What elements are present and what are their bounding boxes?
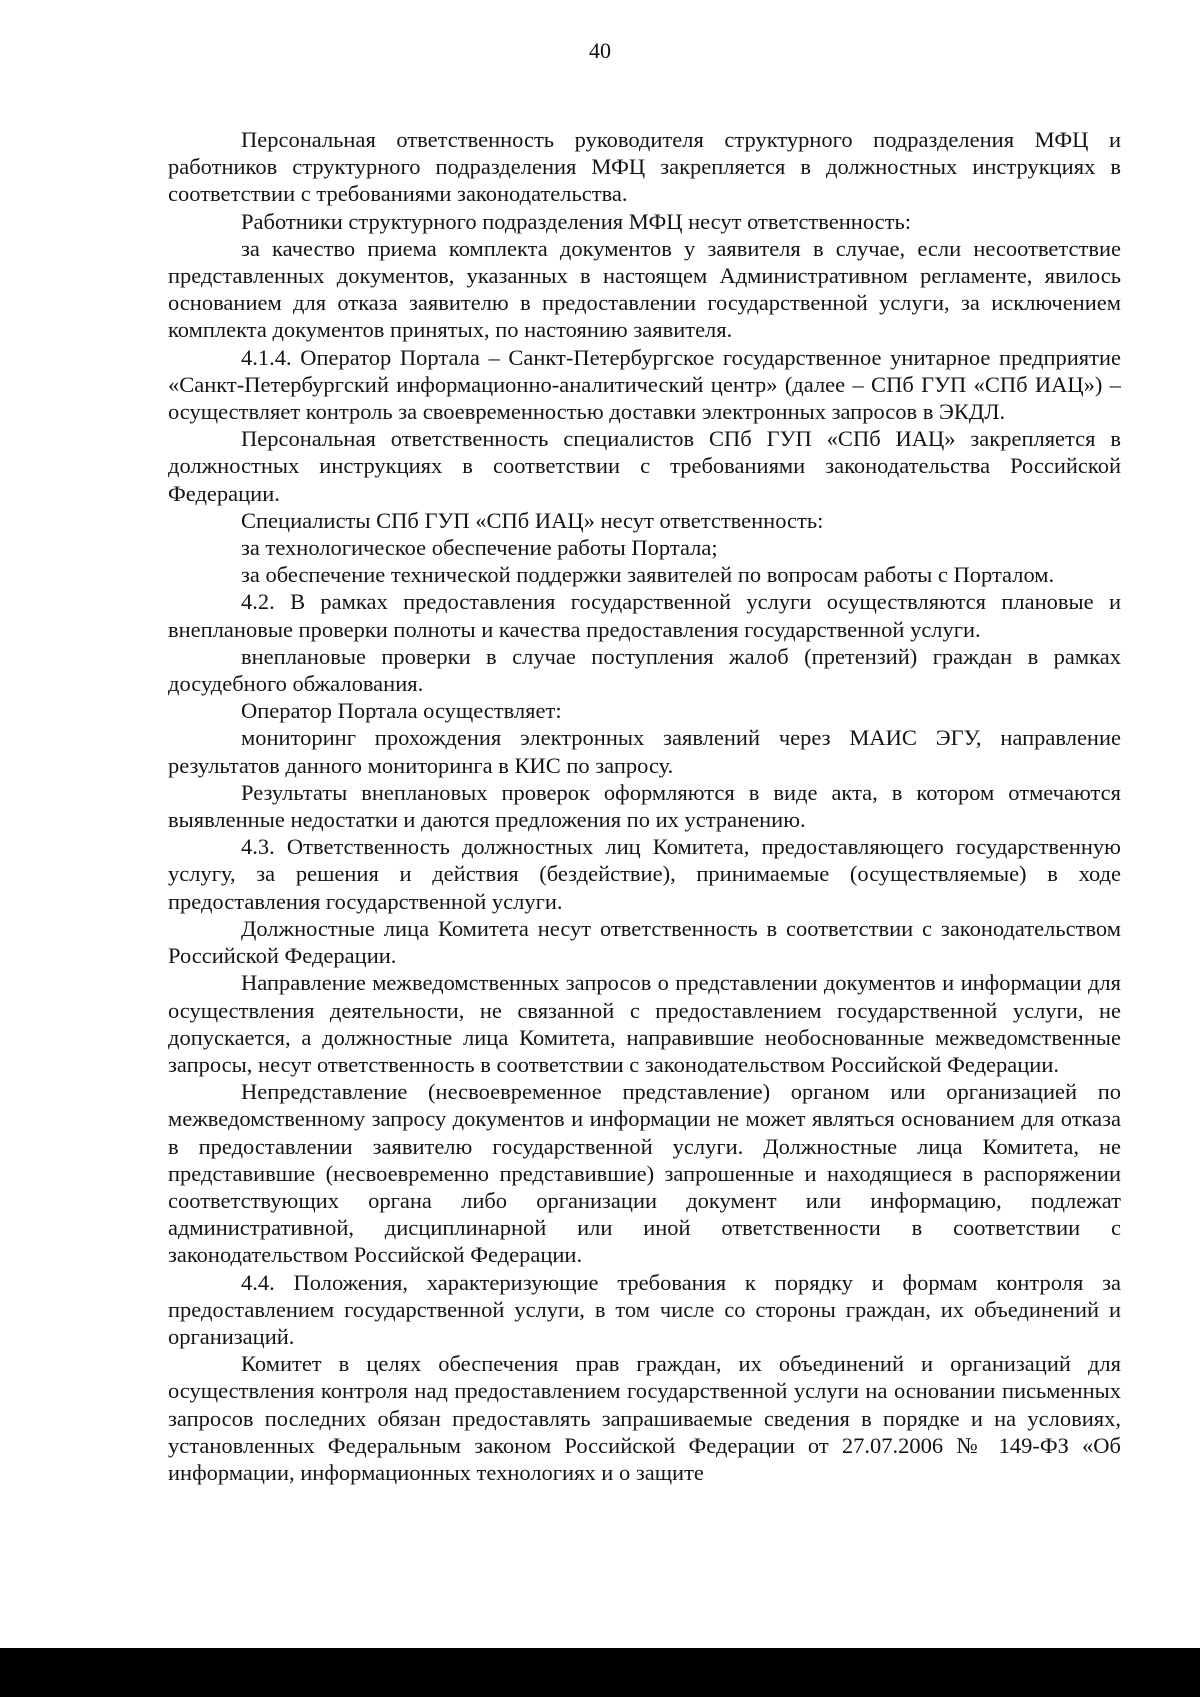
paragraph: за технологическое обеспечение работы Портала; [241, 535, 718, 561]
paragraph: 4.1.4. Оператор Портала – Санкт-Петербургское государственное унитарное предприятие «Санкт-Петербургский информационно-аналитический центр» (далее – СПб ГУП «СПб ИАЦ») – осуществляет контроль за своевременностью доставки электронных запросов в ЭКДЛ. [168, 344, 1121, 425]
scan-bottom-border [0, 1648, 1200, 1697]
paragraph: внеплановые проверки в случае поступления жалоб (претензий) граждан в рамках досудебного обжалования. [168, 643, 1121, 697]
paragraph: Работники структурного подразделения МФЦ несут ответственность: [241, 208, 911, 234]
paragraph: за обеспечение технической поддержки заявителей по вопросам работы с Порталом. [241, 562, 1055, 588]
paragraph: 4.4. Положения, характеризующие требования к порядку и формам контроля за предоставлением государственной услуги, в том числе со стороны граждан, их объединений и организаций. [168, 1269, 1121, 1349]
paragraph: Направление межведомственных запросов о представлении документов и информации для осуществления деятельности, не связанной с предоставлением государственной услуги, не допускается, а должностные лица Комитета, направившие необоснованные межведомственные запросы, несут ответственность в соответствии с законодательством Российской Федерации. [168, 970, 1121, 1077]
paragraph: 4.3. Ответственность должностных лиц Комитета, предоставляющего государственную услугу, за решения и действия (бездействие), принимаемые (осуществляемые) в ходе предоставления государственной услуги. [168, 834, 1121, 914]
paragraph: за качество приема комплекта документов у заявителя в случае, если несоответствие представленных документов, указанных в настоящем Административном регламенте, явилось основанием для отказа заявителю в предоставлении государственной услуги, за исключением комплекта документов принятых, по настоянию заявителя. [168, 235, 1121, 343]
document-body [168, 126, 1121, 1486]
paragraph: Специалисты СПб ГУП «СПб ИАЦ» несут ответственность: [241, 507, 824, 533]
page-number: 40 [589, 38, 611, 63]
paragraph: 4.2. В рамках предоставления государственной услуги осуществляются плановые и внеплановые проверки полноты и качества предоставления государственной услуги. [168, 589, 1121, 642]
paragraph: Оператор Портала осуществляет: [241, 698, 562, 724]
paragraph: Должностные лица Комитета несут ответственность в соответствии с законодательством Российской Федерации. [168, 915, 1121, 969]
paragraph: мониторинг прохождения электронных заявлений через МАИС ЭГУ, направление результатов данного мониторинга в КИС по запросу. [168, 725, 1121, 778]
paragraph: Комитет в целях обеспечения прав граждан, их объединений и организаций для осуществления контроля над предоставлением государственной услуги на основании письменных запросов последних обязан предоставлять запрашиваемые сведения в порядке и на условиях, установленных Федеральным законом Российской Федерации от 27.07.2006 № 149-ФЗ «Об информации, информационных технологиях и о защите [168, 1351, 1121, 1485]
paragraph: Результаты внеплановых проверок оформляются в виде акта, в котором отмечаются выявленные недостатки и даются предложения по их устранению. [168, 779, 1121, 833]
paragraph: Непредставление (несвоевременное представление) органом или организацией по межведомственному запросу документов и информации не может являться основанием для отказа в предоставлении заявителю государственной услуги. Должностные лица Комитета, не представившие (несвоевременно представившие) запрошенные и находящиеся в распоряжении соответствующих органа либо организации документ или информацию, подлежат административной, дисциплинарной или иной ответственности в соответствии с законодательством Российской Федерации. [168, 1079, 1121, 1268]
paragraph: Персональная ответственность руководителя структурного подразделения МФЦ и работников структурного подразделения МФЦ закрепляется в должностных инструкциях в соответствии с требованиями законодательства. [168, 127, 1121, 207]
paragraph: Персональная ответственность специалистов СПб ГУП «СПб ИАЦ» закрепляется в должностных инструкциях в соответствии с требованиями законодательства Российской Федерации. [168, 426, 1121, 506]
